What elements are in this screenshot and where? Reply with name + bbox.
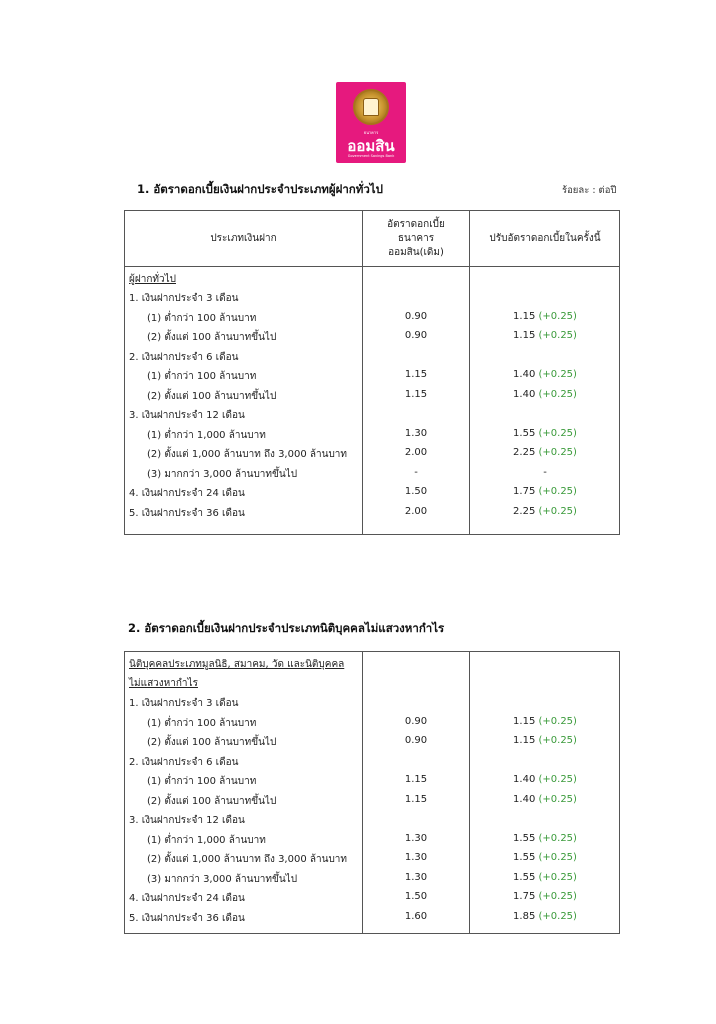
- royal-seal-emblem: [353, 89, 389, 125]
- new-rate-cell: [470, 330, 620, 341]
- rate-change-value: (+0.25): [538, 832, 577, 844]
- old-rate-value: 0.90: [404, 310, 428, 322]
- table-row: [125, 444, 619, 463]
- new-rate-value: 1.15: [513, 330, 536, 341]
- old-rate-value: 1.30: [404, 871, 428, 883]
- table-row: [125, 386, 619, 405]
- row-label: (1) ต่ำกว่า 1,000 ล้านบาท: [147, 429, 266, 441]
- new-rate-cell: [470, 872, 620, 883]
- table-row: [125, 810, 619, 829]
- old-rate-value: 1.30: [404, 852, 428, 863]
- table-row: [125, 366, 619, 385]
- rate-change-value: (+0.25): [538, 427, 577, 439]
- table-row: [125, 791, 619, 810]
- old-rate-value: 1.50: [404, 891, 428, 902]
- table-row: [125, 483, 619, 502]
- row-label: (3) มากกว่า 3,000 ล้านบาทขึ้นไป: [147, 873, 298, 885]
- old-rate-value: 2.00: [404, 505, 428, 517]
- new-rate-value: 1.40: [513, 774, 536, 785]
- table-row: [125, 503, 619, 522]
- logo-small-text: ธนาคาร: [363, 130, 379, 135]
- old-rate-value: 1.60: [404, 910, 428, 922]
- new-rate-cell: [470, 486, 620, 497]
- row-label: 1. เงินฝากประจำ 3 เดือน: [129, 293, 239, 304]
- rate-change-value: (+0.25): [538, 871, 577, 883]
- section2-title: 2. อัตราดอกเบี้ยเงินฝากประจำประเภทนิติบุคคลไม่แสวงหากำไร: [128, 621, 445, 635]
- old-rate-value: 0.90: [404, 330, 428, 341]
- table-row: [125, 288, 619, 307]
- table-row: [125, 849, 619, 868]
- new-rate-value: 1.40: [513, 388, 536, 400]
- old-rate-value: 1.30: [404, 832, 428, 844]
- row-label: (2) ตั้งแต่ 100 ล้านบาทขึ้นไป: [147, 332, 277, 343]
- table-row: [125, 771, 619, 790]
- rate-change-value: (+0.25): [538, 369, 577, 380]
- table-row-group: [125, 673, 619, 692]
- row-label: (2) ตั้งแต่ 100 ล้านบาทขึ้นไป: [147, 795, 277, 807]
- new-rate-value: 1.55: [513, 832, 536, 844]
- table-row: [125, 464, 619, 483]
- header-old-rate: อัตราดอกเบี้ยธนาคารออมสิน(เดิม): [387, 218, 445, 258]
- row-label: (2) ตั้งแต่ 100 ล้านบาทขึ้นไป: [147, 390, 277, 402]
- new-rate-value: 2.25: [513, 505, 536, 517]
- row-label: 2. เงินฝากประจำ 6 เดือน: [129, 351, 239, 363]
- rate-change-value: (+0.25): [538, 486, 577, 497]
- table-row: [125, 888, 619, 907]
- row-label: 2. เงินฝากประจำ 6 เดือน: [129, 756, 239, 768]
- section2-table: [124, 651, 620, 934]
- old-rate-value: 1.15: [404, 793, 428, 805]
- gsb-logo: [336, 82, 406, 163]
- new-rate-value: 1.55: [513, 852, 536, 863]
- new-rate-value: 1.15: [513, 735, 536, 746]
- row-label: 5. เงินฝากประจำ 36 เดือน: [129, 912, 245, 924]
- new-rate-cell: [470, 389, 620, 400]
- new-rate-cell: [470, 735, 620, 746]
- old-rate-value: 1.15: [404, 774, 428, 785]
- new-rate-cell: [470, 891, 620, 902]
- new-rate-value: 1.55: [513, 427, 536, 439]
- new-rate-value: -: [543, 466, 547, 478]
- table-row: [125, 693, 619, 712]
- logo-tagline: Government Savings Bank: [347, 154, 395, 158]
- row-label: 3. เงินฝากประจำ 12 เดือน: [129, 410, 245, 421]
- header-new-rate: ปรับอัตราดอกเบี้ยในครั้งนี้: [489, 232, 601, 244]
- row-label: 1. เงินฝากประจำ 3 เดือน: [129, 698, 239, 709]
- new-rate-cell: [470, 311, 620, 322]
- new-rate-cell: [470, 911, 620, 922]
- rate-change-value: (+0.25): [538, 310, 577, 322]
- old-rate-value: 1.30: [404, 427, 428, 439]
- table-row: [125, 308, 619, 327]
- section1-title: 1. อัตราดอกเบี้ยเงินฝากประจำประเภทผู้ฝากทั่วไป: [137, 182, 383, 196]
- old-rate-value: 1.15: [404, 369, 428, 380]
- rate-change-value: (+0.25): [538, 505, 577, 517]
- rate-change-value: (+0.25): [538, 388, 577, 400]
- header-deposit-type: ประเภทเงินฝาก: [210, 232, 277, 244]
- table-row: [125, 732, 619, 751]
- new-rate-value: 1.40: [513, 369, 536, 380]
- group-label-line2: ไม่แสวงหากำไร: [129, 678, 198, 689]
- row-label: 5. เงินฝากประจำ 36 เดือน: [129, 507, 245, 519]
- new-rate-cell: [470, 369, 620, 380]
- row-label: (2) ตั้งแต่ 1,000 ล้านบาท ถึง 3,000 ล้านบาท: [147, 449, 348, 460]
- table-row-group: [125, 654, 619, 673]
- new-rate-cell: [470, 774, 620, 785]
- old-rate-value: 1.50: [404, 486, 428, 497]
- row-label: (1) ต่ำกว่า 1,000 ล้านบาท: [147, 834, 266, 846]
- new-rate-cell: [470, 467, 620, 478]
- new-rate-cell: [470, 794, 620, 805]
- new-rate-cell: [470, 506, 620, 517]
- row-label: 4. เงินฝากประจำ 24 เดือน: [129, 893, 245, 904]
- row-label: (1) ต่ำกว่า 100 ล้านบาท: [147, 312, 257, 324]
- row-label: (3) มากกว่า 3,000 ล้านบาทขึ้นไป: [147, 468, 298, 480]
- new-rate-value: 1.75: [513, 486, 536, 497]
- rate-change-value: (+0.25): [538, 793, 577, 805]
- old-rate-value: 0.90: [404, 735, 428, 746]
- row-label: (1) ต่ำกว่า 100 ล้านบาท: [147, 717, 257, 729]
- new-rate-value: 1.15: [513, 310, 536, 322]
- rate-change-value: (+0.25): [538, 715, 577, 727]
- table-row-group: [125, 269, 619, 288]
- table-row: [125, 869, 619, 888]
- new-rate-value: 1.40: [513, 793, 536, 805]
- new-rate-cell: [470, 833, 620, 844]
- row-label: (1) ต่ำกว่า 100 ล้านบาท: [147, 776, 257, 787]
- table-row: [125, 830, 619, 849]
- rate-change-value: (+0.25): [538, 891, 577, 902]
- rate-change-value: (+0.25): [538, 852, 577, 863]
- new-rate-cell: [470, 716, 620, 727]
- new-rate-cell: [470, 447, 620, 458]
- row-label: (1) ต่ำกว่า 100 ล้านบาท: [147, 371, 257, 382]
- new-rate-value: 1.55: [513, 871, 536, 883]
- rate-change-value: (+0.25): [538, 910, 577, 922]
- group-label-line1: นิติบุคคลประเภทมูลนิธิ, สมาคม, วัด และนิติบุคคล: [129, 659, 345, 670]
- group-label: ผู้ฝากทั่วไป: [129, 274, 176, 285]
- new-rate-value: 1.85: [513, 910, 536, 922]
- table-row: [125, 908, 619, 927]
- new-rate-cell: [470, 428, 620, 439]
- logo-name: ออมสิน: [347, 137, 395, 155]
- rate-change-value: (+0.25): [538, 330, 577, 341]
- row-label: (2) ตั้งแต่ 1,000 ล้านบาท ถึง 3,000 ล้านบาท: [147, 854, 348, 865]
- row-label: 3. เงินฝากประจำ 12 เดือน: [129, 815, 245, 826]
- rate-change-value: (+0.25): [538, 735, 577, 746]
- table-row: [125, 347, 619, 366]
- old-rate-value: 2.00: [404, 447, 428, 458]
- table-row: [125, 405, 619, 424]
- old-rate-value: 0.90: [404, 715, 428, 727]
- old-rate-value: 1.15: [404, 388, 428, 400]
- table-row: [125, 713, 619, 732]
- new-rate-value: 1.15: [513, 715, 536, 727]
- table-row: [125, 752, 619, 771]
- section1-unit: ร้อยละ : ต่อปี: [562, 185, 617, 196]
- rate-change-value: (+0.25): [538, 447, 577, 458]
- table-row: [125, 327, 619, 346]
- section1-table: [124, 210, 620, 535]
- row-label: (2) ตั้งแต่ 100 ล้านบาทขึ้นไป: [147, 737, 277, 748]
- old-rate-value: -: [414, 466, 418, 478]
- row-label: 4. เงินฝากประจำ 24 เดือน: [129, 488, 245, 499]
- new-rate-value: 1.75: [513, 891, 536, 902]
- new-rate-cell: [470, 852, 620, 863]
- new-rate-value: 2.25: [513, 447, 536, 458]
- table-row: [125, 425, 619, 444]
- rate-change-value: (+0.25): [538, 774, 577, 785]
